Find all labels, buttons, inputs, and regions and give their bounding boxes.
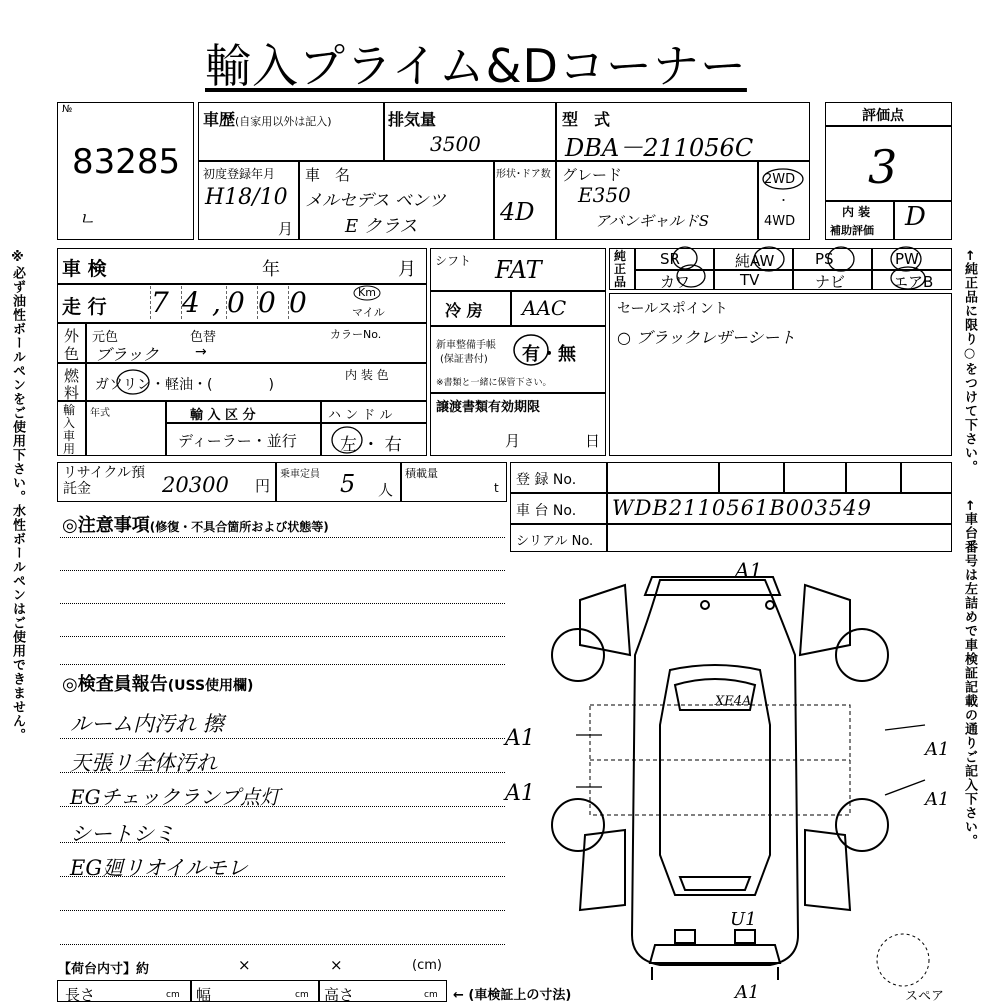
interior-score: D — [905, 202, 926, 232]
model-label: 型 式 — [562, 110, 611, 129]
import-class-label: 輸 入 区 分 — [190, 408, 256, 423]
inspection-label: 車 検 — [62, 258, 107, 280]
color-value: ブラック — [95, 345, 159, 364]
report-line-2: 天張リ全体汚れ — [70, 751, 217, 775]
mileage-label: 走 行 — [62, 296, 107, 318]
cargo-cm: (cm) — [412, 958, 442, 973]
manual-label-2: (保証書付) — [440, 354, 488, 365]
aircon-label: 冷 房 — [445, 301, 483, 320]
capacity-label: 乗車定員 — [280, 469, 320, 480]
recycle-value: 20300 — [162, 473, 229, 497]
manual-label: 新車整備手帳 — [436, 340, 496, 351]
first-reg-value: H18/10 — [205, 185, 288, 210]
genuine-leather: カワ — [660, 273, 691, 291]
chassis-label: 車 台 No. — [516, 503, 577, 519]
body-type-value: 4D — [500, 198, 535, 226]
lot-no-label: № — [62, 104, 73, 115]
genuine-navi: ナビ — [815, 273, 846, 291]
import-year-label: 年式 — [90, 408, 110, 419]
cargo-length-unit: cm — [166, 990, 180, 1000]
recycle-unit: 円 — [255, 477, 271, 495]
diagram-mark-left-front: A1 — [505, 726, 535, 751]
import-class-value: ディーラー・並行 — [178, 432, 297, 450]
cargo-height: 高さ — [324, 986, 355, 1004]
load-label: 積載量 — [405, 467, 438, 480]
sales-value: ○ ブラックレザーシート — [617, 328, 796, 347]
page-title: 輸入プライム&Dコーナー — [205, 39, 747, 93]
registration-label: 登 録 No. — [516, 472, 577, 488]
cargo-height-unit: cm — [424, 990, 438, 1000]
transfer-day: 日 — [585, 432, 601, 450]
drive-circle-2wd — [760, 166, 806, 192]
report-line-1: ルーム内汚れ 擦 — [70, 712, 224, 736]
diagram-mark-left-rear: A1 — [505, 781, 535, 806]
model-value: DBA－211056C — [565, 134, 754, 162]
grade-sub: アバンギャルドS — [595, 212, 710, 230]
aux-label: 補助評価 — [830, 224, 874, 237]
color-change-label: 色替 — [190, 330, 217, 345]
genuine-label: 純正品 — [614, 249, 627, 289]
fuel-label-1: 燃 — [64, 367, 80, 385]
inspection-month: 月 — [398, 259, 416, 280]
cargo-width: 幅 — [196, 986, 212, 1004]
interior-color-label: 内 装 色 — [345, 368, 389, 382]
drive-2wd: 2WD — [764, 172, 796, 187]
history-label: 車歴(自家用以外は記入) — [203, 110, 332, 129]
cargo-label: 【荷台内寸】約 — [58, 962, 150, 977]
shift-value: FAT — [495, 256, 542, 284]
manual-note: ※書類と一緒に保管下さい。 — [436, 378, 552, 388]
first-reg-label: 初度登録年月 — [203, 167, 276, 181]
mileage-mile: マイル — [352, 306, 385, 319]
import-label: 輸入車用 — [63, 403, 76, 456]
car-maker: メルセデス ベンツ — [305, 191, 446, 211]
drive-4wd: 4WD — [764, 214, 796, 229]
cargo-box — [57, 980, 447, 1002]
score-value: 3 — [868, 140, 898, 194]
spare-label: スペア — [905, 989, 945, 1004]
color-code-label: カラーNo. — [330, 328, 382, 341]
serial-label: シリアル No. — [516, 534, 594, 549]
genuine-sr: SR — [660, 250, 680, 268]
grade-value: E350 — [578, 183, 631, 207]
fuel-circle-gasoline — [115, 368, 151, 396]
color-orig-label: 元色 — [92, 330, 119, 345]
report-line-5: EG廻リオイルモレ — [70, 856, 248, 880]
genuine-aw: 純AW — [735, 252, 775, 270]
right-side-note-chassis: ←車台番号は左詰めで車検証記載の通りご記入下さい。 — [962, 500, 977, 848]
lot-mark: ㄴ — [78, 209, 96, 230]
drive-dot: ・ — [778, 194, 789, 207]
handle-value: 左 ・ 右 — [340, 435, 402, 455]
displacement-value: 3500 — [430, 132, 481, 156]
mileage-km-circle — [352, 284, 382, 302]
mileage-digits: 7 4 , 0 0 0 — [150, 286, 319, 319]
capacity-value: 5 — [340, 470, 356, 498]
inspection-year: 年 — [262, 259, 280, 280]
transfer-month: 月 — [505, 432, 521, 450]
first-reg-unit: 月 — [278, 220, 294, 238]
fuel-label-2: 料 — [64, 384, 80, 402]
diagram-mark-right-front: A1 — [925, 739, 950, 760]
diagram-mark-front: A1 — [735, 558, 763, 582]
report-line-3: EGチェックランプ点灯 — [70, 785, 280, 809]
manual-circle-yes — [512, 333, 550, 367]
cargo-width-unit: cm — [295, 990, 309, 1000]
diagram-mark-right-rear: A1 — [925, 789, 950, 810]
genuine-circle-marks — [609, 242, 952, 294]
diagram-mark-glass: XE4A — [715, 694, 752, 709]
notes-title: ◎注意事項(修復・不具合箇所および状態等) — [62, 515, 329, 536]
handle-label: ハ ン ド ル — [328, 408, 393, 423]
color-label-color: 色 — [64, 345, 80, 363]
cargo-x2: × — [330, 956, 343, 974]
diagram-mark-spare: A1 — [735, 982, 760, 1003]
chassis-value: WDB2110561B003549 — [612, 496, 872, 520]
genuine-pw: PW — [895, 250, 919, 268]
body-type-label: 形状･ドア数 — [496, 169, 551, 180]
cargo-length: 長さ — [65, 986, 96, 1004]
fuel-options: ガソリン・軽油・( ) — [95, 377, 274, 393]
genuine-tv: TV — [740, 271, 760, 289]
color-arrow: → — [195, 344, 207, 360]
color-label-outer: 外 — [64, 327, 80, 345]
report-line-4: シートシミ — [70, 822, 175, 846]
load-unit: t — [494, 481, 499, 495]
grade-label: グレード — [562, 166, 623, 184]
diagram-mark-rear: U1 — [730, 909, 757, 930]
score-label: 評価点 — [862, 108, 904, 124]
recycle-label: リサイクル預託金 — [63, 465, 146, 497]
right-side-note-genuine: ←純正品に限り○をつけて下さい。 — [962, 250, 977, 474]
mileage-km: Km — [358, 286, 376, 299]
left-side-note: ※必ず油性ボールペンをご使用下さい。水性ボールペンはご使用できません。 — [10, 250, 25, 742]
genuine-ps: PS — [815, 250, 834, 268]
transfer-label: 譲渡書類有効期限 — [436, 400, 541, 415]
handle-circle-left — [330, 425, 364, 455]
lot-number: 83285 — [72, 142, 181, 182]
interior-label: 内 装 — [842, 205, 871, 219]
cargo-x1: × — [238, 956, 251, 974]
report-title: ◎検査員報告(USS使用欄) — [62, 674, 254, 695]
genuine-airbag: エアB — [893, 273, 934, 291]
manual-value: 有・無 — [522, 344, 576, 365]
cargo-note: ← (車検証上の寸法) — [453, 988, 572, 1003]
shift-label: シフト — [435, 254, 472, 268]
sales-label: セールスポイント — [617, 301, 728, 317]
capacity-unit: 人 — [378, 481, 394, 499]
car-name-label: 車 名 — [305, 166, 351, 184]
displacement-label: 排気量 — [388, 110, 437, 129]
aircon-value: AAC — [522, 296, 567, 320]
spare-tire-icon — [873, 930, 933, 990]
car-name: E クラス — [345, 216, 418, 237]
